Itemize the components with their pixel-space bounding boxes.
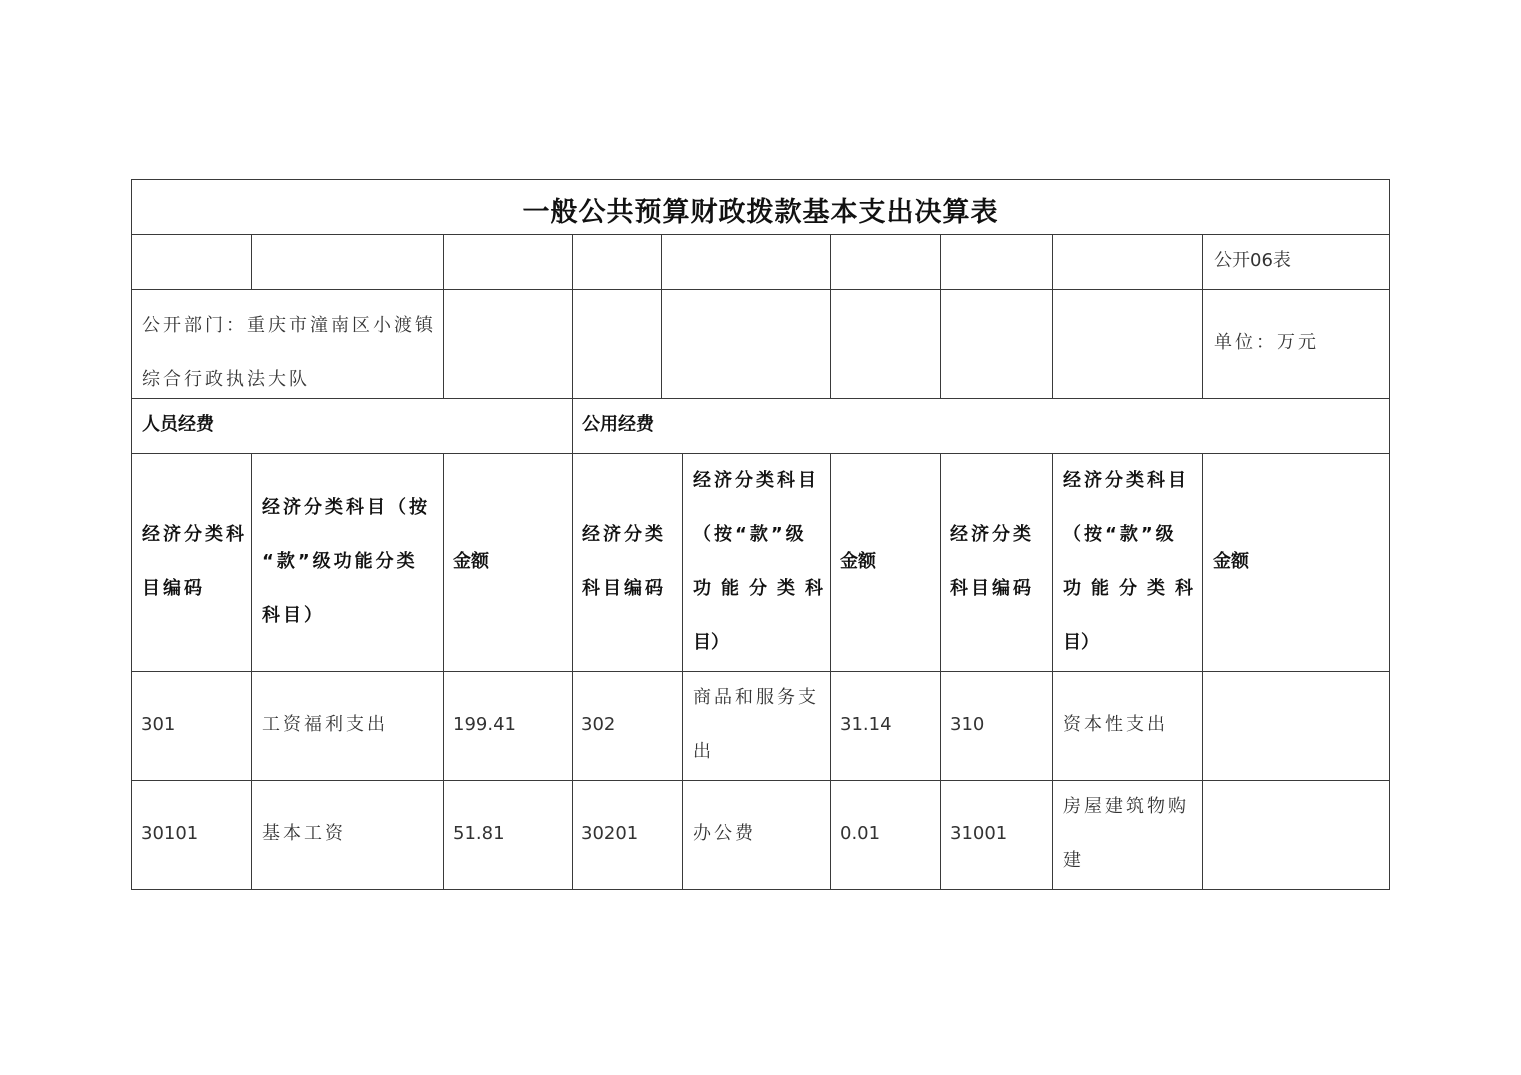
header-code-b-line2: 科目编码 (582, 578, 666, 599)
table-cell-amount: 31.14 (840, 714, 892, 735)
rule (1202, 453, 1203, 890)
table-cell-code: 31001 (950, 823, 1008, 844)
header-subject-a-line1: 经济分类科目（按 (262, 497, 430, 518)
rule (940, 234, 941, 289)
rule (661, 234, 662, 289)
table-cell-name: 工资福利支出 (262, 714, 388, 735)
header-subject-c-line3: 功能分类科 (1063, 578, 1203, 599)
section-personnel: 人员经费 (142, 414, 214, 435)
header-code-b-line1: 经济分类 (582, 524, 666, 545)
rule (940, 453, 941, 890)
rule (1389, 179, 1390, 890)
rule (443, 234, 444, 289)
table-cell-name: 出 (693, 741, 711, 762)
header-subject-b-line3: 功能分类科 (693, 578, 833, 599)
rule (1202, 234, 1203, 289)
table-title: 一般公共预算财政拨款基本支出决算表 (522, 197, 999, 228)
header-amount-a: 金额 (453, 551, 489, 572)
rule (572, 289, 573, 398)
rule (572, 398, 573, 453)
header-subject-b-line1: 经济分类科目 (693, 470, 819, 491)
rule (251, 453, 252, 890)
header-subject-c-line1: 经济分类科目 (1063, 470, 1189, 491)
rule (131, 398, 1390, 399)
rule (1202, 289, 1203, 398)
table-cell-name: 建 (1063, 850, 1081, 871)
rule (830, 234, 831, 289)
table-cell-amount: 0.01 (840, 823, 881, 844)
rule (830, 453, 831, 890)
table-cell-name: 资本性支出 (1063, 714, 1168, 735)
header-code-a-line1: 经济分类科 (142, 524, 247, 545)
table-cell-amount: 51.81 (453, 823, 505, 844)
table-cell-name: 办公费 (693, 823, 756, 844)
header-code-a-line2: 目编码 (142, 578, 205, 599)
department-line-2: 综合行政执法大队 (142, 369, 310, 390)
header-subject-a-line3: 科目） (262, 605, 325, 626)
header-amount-b: 金额 (840, 551, 876, 572)
table-cell-name: 商品和服务支 (693, 687, 819, 708)
table-cell-code: 310 (950, 714, 985, 735)
header-subject-b-line4: 目） (693, 632, 729, 653)
table-cell-code: 30201 (581, 823, 639, 844)
table-cell-code: 302 (581, 714, 616, 735)
header-amount-c: 金额 (1213, 551, 1249, 572)
rule (572, 234, 573, 289)
rule (572, 453, 573, 890)
unit-label: 单位：万元 (1214, 332, 1319, 353)
header-code-c-line1: 经济分类 (950, 524, 1034, 545)
rule (131, 179, 132, 890)
rule (1052, 234, 1053, 289)
table-number: 公开06表 (1214, 250, 1291, 271)
header-subject-c-line4: 目） (1063, 632, 1099, 653)
rule (1052, 289, 1053, 398)
table-cell-code: 301 (141, 714, 176, 735)
rule (682, 453, 683, 890)
rule (443, 289, 444, 398)
table-cell-name: 房屋建筑物购 (1063, 796, 1189, 817)
budget-table (131, 179, 1390, 890)
section-public: 公用经费 (582, 414, 654, 435)
rule (251, 234, 252, 289)
rule (1052, 453, 1053, 890)
department-line-1: 公开部门：重庆市潼南区小渡镇 (142, 315, 436, 336)
table-cell-code: 30101 (141, 823, 199, 844)
table-cell-name: 基本工资 (262, 823, 346, 844)
header-subject-a-line2: “款”级功能分类 (262, 551, 418, 572)
table-cell-amount: 199.41 (453, 714, 516, 735)
rule (661, 289, 662, 398)
rule (830, 289, 831, 398)
header-subject-c-line2: （按“款”级 (1063, 524, 1177, 545)
rule (940, 289, 941, 398)
header-code-c-line2: 科目编码 (950, 578, 1034, 599)
rule (443, 453, 444, 890)
header-subject-b-line2: （按“款”级 (693, 524, 807, 545)
